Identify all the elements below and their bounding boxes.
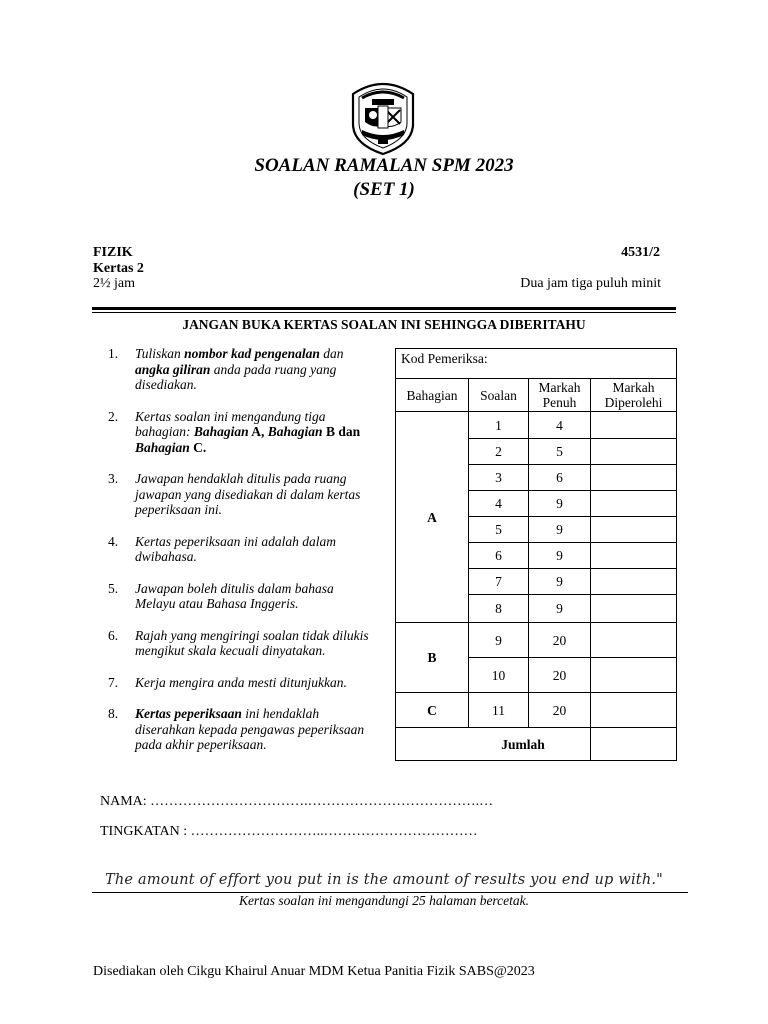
question-number: 9 (469, 623, 529, 658)
marks-obtained-cell[interactable] (591, 543, 677, 569)
instruction-emphasis: Kertas peperiksaan (135, 706, 242, 721)
instruction-text: anda pada ruang yang disediakan. (135, 361, 337, 392)
instruction-text: Rajah yang mengiringi soalan tidak dilukis mengikut skala kecuali dinyatakan. (135, 627, 369, 658)
section-label: C (396, 693, 469, 728)
warning-text: JANGAN BUKA KERTAS SOALAN INI SEHINGGA DIBERITAHU (182, 317, 586, 332)
table-row (396, 412, 677, 439)
instruction-text: Jawapan boleh ditulis dalam bahasa Melayu atau Bahasa Inggeris. (135, 580, 334, 611)
instruction-number: 5. (108, 580, 119, 596)
question-number: 1 (469, 412, 529, 439)
instruction-item (108, 471, 370, 518)
column-header-markah-penuh: Markah Penuh (529, 379, 591, 412)
section-label: A (396, 412, 469, 623)
instruction-emphasis: A, (248, 424, 268, 439)
instruction-item (108, 409, 370, 456)
column-header-markah-diperolehi: Markah Diperolehi (591, 379, 677, 412)
full-marks: 5 (529, 439, 591, 465)
examiner-marks-table (395, 348, 677, 761)
paper-code: 4531/2 (621, 245, 660, 260)
paper-title: SOALAN RAMALAN SPM 2023 (254, 155, 514, 176)
total-label: Jumlah (396, 728, 591, 761)
instruction-item (108, 675, 370, 691)
marks-obtained-cell[interactable] (591, 658, 677, 693)
question-number: 11 (469, 693, 529, 728)
marks-obtained-cell[interactable] (591, 439, 677, 465)
instruction-text: Kertas peperiksaan ini adalah dalam dwibahasa. (135, 533, 336, 564)
instruction-text: Tuliskan (135, 346, 185, 361)
column-header-bahagian: Bahagian (396, 379, 469, 412)
question-number: 10 (469, 658, 529, 693)
question-number: 2 (469, 439, 529, 465)
instruction-item (108, 346, 370, 393)
full-marks: 4 (529, 412, 591, 439)
examiner-code-label: Kod Pemeriksa: (396, 349, 677, 379)
instruction-text: Jawapan hendaklah ditulis pada ruang jawapan yang disediakan di dalam kertas peperiksaan ini. (135, 471, 361, 517)
instruction-emphasis: B dan (322, 424, 361, 439)
instruction-emphasis: nombor kad pengenalan (184, 346, 320, 361)
full-marks: 20 (529, 623, 591, 658)
motivational-quote: The amount of effort you put in is the amount of results you end up with." (104, 872, 664, 888)
question-number: 6 (469, 543, 529, 569)
column-header-soalan: Soalan (469, 379, 529, 412)
marks-obtained-cell[interactable] (591, 491, 677, 517)
question-number: 7 (469, 569, 529, 595)
full-marks: 9 (529, 491, 591, 517)
marks-obtained-cell[interactable] (591, 693, 677, 728)
instruction-emphasis: Bahagian (267, 424, 323, 439)
instruction-item (108, 706, 370, 753)
question-number: 8 (469, 595, 529, 623)
instruction-number: 4. (108, 533, 119, 549)
full-marks: 9 (529, 543, 591, 569)
full-marks: 6 (529, 465, 591, 491)
header-rule-thick (92, 307, 676, 310)
instruction-text: ini hendaklah diserahkan kepada pengawas peperiksaan pada akhir peperiksaan. (135, 706, 365, 752)
marks-obtained-cell[interactable] (591, 595, 677, 623)
instruction-number: 2. (108, 408, 119, 424)
question-number: 4 (469, 491, 529, 517)
instruction-number: 3. (108, 471, 119, 486)
prepared-by-footer: Disediakan oleh Cikgu Khairul Anuar MDM Ketua Panitia Fizik SABS@2023 (93, 964, 535, 979)
table-row (396, 728, 677, 761)
page-count-note: Kertas soalan ini mengandungi 25 halaman bercetak. (238, 893, 530, 908)
paper-label: Kertas 2 (93, 261, 144, 276)
school-crest-logo (348, 78, 418, 156)
marks-obtained-cell[interactable] (591, 412, 677, 439)
instruction-emphasis: Bahagian (193, 424, 249, 439)
instruction-emphasis: Bahagian (135, 439, 190, 455)
section-label: B (396, 623, 469, 693)
instruction-emphasis: C. (189, 439, 207, 455)
instruction-number: 1. (108, 346, 119, 361)
header-rule-thin (92, 312, 676, 313)
marks-obtained-cell[interactable] (591, 623, 677, 658)
instruction-number: 6. (108, 627, 119, 643)
instruction-number: 7. (108, 674, 119, 690)
table-row (396, 693, 677, 728)
marks-obtained-cell[interactable] (591, 569, 677, 595)
marks-obtained-cell[interactable] (591, 465, 677, 491)
full-marks: 20 (529, 693, 591, 728)
full-marks: 9 (529, 569, 591, 595)
instruction-item (108, 628, 370, 659)
instruction-list (108, 346, 370, 753)
instruction-item (108, 581, 370, 612)
table-row (396, 623, 677, 658)
quote-container (0, 871, 768, 889)
instruction-item (108, 534, 370, 565)
duration-words: Dua jam tiga puluh minit (520, 276, 661, 291)
marks-obtained-cell[interactable] (591, 517, 677, 543)
class-field[interactable]: TINGKATAN : ………………………..…………………………… (100, 824, 478, 839)
instruction-text: dan (319, 346, 344, 361)
instruction-text: Kertas soalan ini mengandung tiga bahagian: (135, 408, 326, 439)
full-marks: 9 (529, 517, 591, 543)
name-field[interactable]: NAMA: …………………………….……………………………….… (100, 794, 494, 809)
total-marks-cell[interactable] (591, 728, 677, 761)
question-number: 5 (469, 517, 529, 543)
instruction-emphasis: angka giliran (135, 361, 211, 377)
full-marks: 9 (529, 595, 591, 623)
subject-label: FIZIK (93, 245, 133, 260)
instruction-text: Kerja mengira anda mesti ditunjukkan. (135, 674, 347, 690)
question-number: 3 (469, 465, 529, 491)
duration-label: 2½ jam (93, 276, 135, 291)
full-marks: 20 (529, 658, 591, 693)
instruction-number: 8. (108, 706, 119, 721)
paper-subtitle: (SET 1) (353, 179, 415, 200)
